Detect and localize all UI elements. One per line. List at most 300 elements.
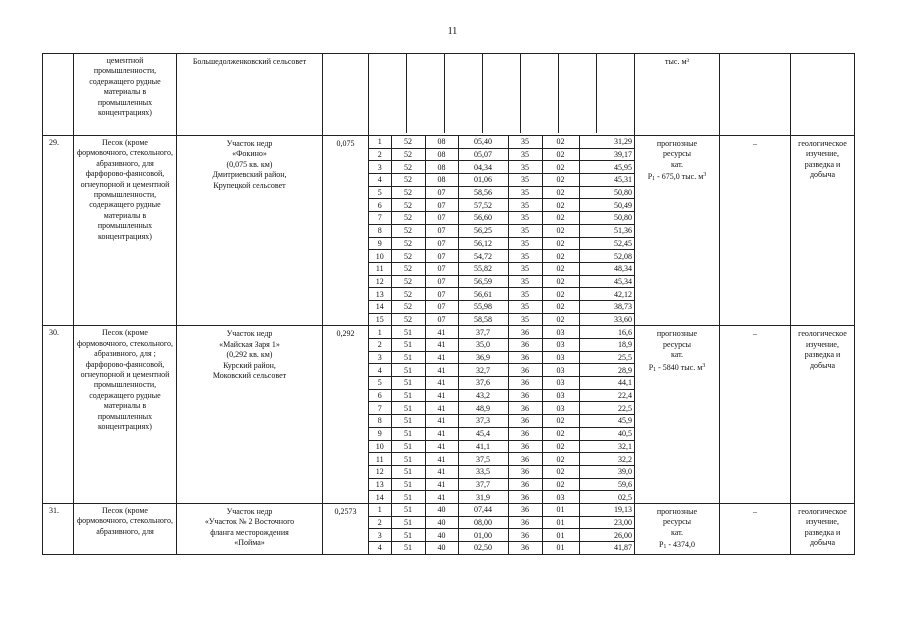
coordinate-cell: 03 [542, 491, 579, 503]
resources-line: прогнозные [656, 506, 698, 516]
coordinate-cell: 51 [391, 542, 425, 554]
coordinate-cell: 36 [508, 402, 542, 415]
coordinate-cell: 51 [391, 364, 425, 377]
coordinate-cell: 36,9 [458, 351, 508, 364]
coordinate-cell: 4 [369, 364, 391, 377]
coordinate-cell: 37,7 [458, 326, 508, 338]
coordinate-cell: 52 [391, 174, 425, 187]
coordinate-row [369, 339, 635, 352]
coordinate-cell: 51 [391, 389, 425, 402]
unit-superscript: 3 [702, 362, 706, 369]
coordinate-row [369, 478, 635, 491]
coordinate-cell: 51 [391, 339, 425, 352]
coordinate-cell: 07 [425, 186, 458, 199]
coordinate-cell: 41 [425, 415, 458, 428]
coordinate-cell: 35 [508, 148, 542, 161]
coordinate-cell: 48,34 [579, 262, 635, 275]
coordinate-cell: 19,13 [579, 504, 635, 516]
coordinate-row [369, 516, 635, 529]
coordinate-cell: 9 [369, 427, 391, 440]
coordinate-cell: 10 [369, 440, 391, 453]
area-cell [323, 54, 369, 136]
coordinate-cell: 32,1 [579, 440, 635, 453]
coordinate-cell: 56,60 [458, 212, 508, 225]
coordinate-cell: 07 [425, 237, 458, 250]
coordinate-row [369, 161, 635, 174]
area-cell: 0,2573 [323, 503, 369, 554]
coordinate-cell: 40 [425, 542, 458, 554]
coordinate-cell: 57,52 [458, 199, 508, 212]
coordinate-cell: 51 [391, 440, 425, 453]
coordinate-cell: 51 [391, 465, 425, 478]
coordinate-cell: 32,2 [579, 453, 635, 466]
coordinate-cell: 02 [542, 199, 579, 212]
coordinate-cell: 36 [508, 415, 542, 428]
coordinate-cell: 35 [508, 288, 542, 301]
area-cell: 0,292 [323, 326, 369, 504]
coordinate-cell: 51 [391, 427, 425, 440]
coordinate-cell: 52 [391, 186, 425, 199]
coordinate-cell: 02 [542, 415, 579, 428]
row-number-cell: 31. [43, 503, 74, 554]
coordinate-cell: 36 [508, 491, 542, 503]
coordinate-cell: 37,7 [458, 478, 508, 491]
coordinate-cell: 05,40 [458, 136, 508, 148]
coordinate-row [369, 491, 635, 503]
coordinate-cell: 02 [542, 300, 579, 313]
coordinate-row [369, 351, 635, 364]
coordinate-cell: 36 [508, 529, 542, 542]
coordinate-cell: 7 [369, 212, 391, 225]
coordinate-row [369, 136, 635, 148]
resources-cell [635, 136, 720, 326]
location-line: «Фокино» [232, 149, 267, 159]
coordinate-cell: 51 [391, 504, 425, 516]
coordinate-cell: 36 [508, 453, 542, 466]
location-line: (0,075 кв. км) [226, 159, 273, 169]
coordinate-cell: 14 [369, 491, 391, 503]
coordinate-cell: 07 [425, 224, 458, 237]
coordinate-cell: 2 [369, 516, 391, 529]
coordinate-cell: 41 [425, 453, 458, 466]
coordinate-cell: 55,82 [458, 262, 508, 275]
coordinate-cell: 12 [369, 275, 391, 288]
coordinate-cell: 52 [391, 199, 425, 212]
coordinate-cell: 52 [391, 161, 425, 174]
coordinate-row [369, 326, 635, 338]
coordinate-cell: 01,00 [458, 529, 508, 542]
coordinate-cell: 9 [369, 237, 391, 250]
location-line: Участок недр [226, 506, 273, 516]
coordinate-cell: 03 [542, 326, 579, 338]
coordinate-cell: 07 [425, 300, 458, 313]
coordinate-cell: 02 [542, 237, 579, 250]
coordinate-cell: 41 [425, 364, 458, 377]
coordinate-cell: 48,9 [458, 402, 508, 415]
coordinate-cell: 36 [508, 339, 542, 352]
coordinate-cell: 08 [425, 174, 458, 187]
coordinate-cell: 52 [391, 136, 425, 148]
coordinate-cell: 40 [425, 504, 458, 516]
resources-line: кат. [670, 527, 683, 537]
location-line: (0,292 кв. км) [226, 350, 273, 360]
coordinate-cell: 02 [542, 212, 579, 225]
coordinate-cell: 18,9 [579, 339, 635, 352]
coords-cell [369, 136, 635, 326]
coordinate-cell: 35 [508, 313, 542, 325]
resources-line: ресурсы [662, 339, 692, 349]
resources-line: кат. [670, 350, 683, 360]
coordinate-cell: 02 [542, 427, 579, 440]
coordinate-cell: 35 [508, 224, 542, 237]
coordinate-cell: 13 [369, 478, 391, 491]
coordinate-cell: 07 [425, 212, 458, 225]
row-number-cell: 30. [43, 326, 74, 504]
coordinate-cell: 52 [391, 212, 425, 225]
coordinate-row [369, 199, 635, 212]
coordinate-row [369, 415, 635, 428]
coordinate-cell: 52 [391, 275, 425, 288]
location-line: «Пойма» [234, 538, 265, 548]
row-number-cell: 29. [43, 136, 74, 326]
coordinate-cell: 36 [508, 427, 542, 440]
location-line: «Майская Заря 1» [219, 339, 280, 349]
coords-cell [369, 326, 635, 504]
coordinate-cell: 16,6 [579, 326, 635, 338]
coordinate-cell: 50,80 [579, 212, 635, 225]
coordinate-cell: 51,36 [579, 224, 635, 237]
coordinate-cell: 4 [369, 174, 391, 187]
coordinate-cell: 3 [369, 161, 391, 174]
coordinate-cell: 41 [425, 377, 458, 390]
coordinate-cell: 35 [508, 136, 542, 148]
coordinate-cell: 40 [425, 516, 458, 529]
coordinate-cell: 41 [425, 326, 458, 338]
coordinate-cell: 1 [369, 136, 391, 148]
location-line: Крупецкой сельсовет [213, 180, 286, 190]
coordinate-cell: 36 [508, 516, 542, 529]
category-subscript: 1 [652, 176, 656, 183]
resources-value: - 675,0 тыс. м [655, 172, 704, 182]
coordinate-cell: 26,00 [579, 529, 635, 542]
coordinate-row [369, 148, 635, 161]
coordinate-cell: 39,0 [579, 465, 635, 478]
coordinate-cell: 01 [542, 542, 579, 554]
coordinate-cell: 51 [391, 402, 425, 415]
coordinate-cell: 41 [425, 491, 458, 503]
coordinate-row [369, 237, 635, 250]
coordinate-cell: 03 [542, 364, 579, 377]
coordinate-cell: 5 [369, 186, 391, 199]
coordinate-row [369, 389, 635, 402]
coordinate-row [369, 262, 635, 275]
coordinate-cell: 4 [369, 542, 391, 554]
coordinate-cell: 41 [425, 427, 458, 440]
coordinate-cell: 35 [508, 212, 542, 225]
coordinate-cell: 1 [369, 504, 391, 516]
use-cell: геологическое изучение, разведка и добыча [791, 503, 855, 554]
coordinate-cell: 02 [542, 174, 579, 187]
coordinate-cell: 52 [391, 237, 425, 250]
coordinate-cell: 36 [508, 389, 542, 402]
coordinate-cell: 35 [508, 300, 542, 313]
coordinate-cell: 11 [369, 262, 391, 275]
coordinate-cell: 52 [391, 313, 425, 325]
coordinates-table [369, 136, 635, 325]
coordinate-cell: 08 [425, 148, 458, 161]
coordinate-row [369, 288, 635, 301]
coordinate-cell: 35 [508, 174, 542, 187]
coordinate-cell: 56,25 [458, 224, 508, 237]
coordinate-cell: 02 [542, 313, 579, 325]
coordinate-cell: 58,56 [458, 186, 508, 199]
coordinate-cell: 35 [508, 250, 542, 263]
coordinate-cell: 41 [425, 440, 458, 453]
table-row [43, 503, 855, 554]
coordinate-cell: 52 [391, 288, 425, 301]
deposits-table [42, 53, 855, 555]
coordinate-row [369, 300, 635, 313]
coordinate-cell: 52,08 [579, 250, 635, 263]
area-cell: 0,075 [323, 136, 369, 326]
coordinate-cell: 36 [508, 542, 542, 554]
coordinate-cell: 45,9 [579, 415, 635, 428]
coordinate-cell: 6 [369, 389, 391, 402]
coordinates-table [369, 326, 635, 503]
coordinate-cell: 42,12 [579, 288, 635, 301]
mineral-cell: Песок (кроме формовочного, стекольного, абразивного, для [74, 503, 177, 554]
coordinate-cell: 14 [369, 300, 391, 313]
coordinate-cell: 15 [369, 313, 391, 325]
location-line: Участок недр [226, 329, 273, 339]
coordinate-cell: 41,87 [579, 542, 635, 554]
coordinate-cell: 36 [508, 465, 542, 478]
coordinate-cell: 11 [369, 453, 391, 466]
coordinate-row [369, 377, 635, 390]
resources-cell: тыс. м³ [635, 54, 720, 136]
coordinate-cell: 54,72 [458, 250, 508, 263]
coordinate-cell: 51 [391, 516, 425, 529]
category-subscript: 1 [653, 366, 657, 373]
coordinate-cell: 13 [369, 288, 391, 301]
continuation-row [43, 54, 855, 136]
coordinate-cell: 52 [391, 250, 425, 263]
coordinate-cell: 2 [369, 148, 391, 161]
coordinate-row [369, 174, 635, 187]
coordinate-cell: 51 [391, 351, 425, 364]
coordinate-cell: 52 [391, 148, 425, 161]
location-cell [177, 503, 323, 554]
coordinate-cell: 02 [542, 136, 579, 148]
coordinate-cell: 07,44 [458, 504, 508, 516]
coordinate-row [369, 275, 635, 288]
resources-line: кат. [670, 159, 683, 169]
coordinate-cell: 52 [391, 262, 425, 275]
coordinate-cell: 2 [369, 339, 391, 352]
coordinate-cell: 07 [425, 275, 458, 288]
coordinate-cell: 37,3 [458, 415, 508, 428]
resources-category-line [637, 538, 717, 552]
resources-value: - 4374,0 [666, 540, 696, 550]
table-row [43, 136, 855, 326]
coordinate-cell: 08 [425, 136, 458, 148]
location-line: Участок недр [226, 139, 273, 148]
coordinate-cell: 52 [391, 224, 425, 237]
coordinate-cell: 51 [391, 415, 425, 428]
coordinate-cell: 51 [391, 491, 425, 503]
coordinate-cell: 02 [542, 186, 579, 199]
coordinate-cell: 35 [508, 275, 542, 288]
coordinate-cell: 07 [425, 288, 458, 301]
coordinate-cell: 39,17 [579, 148, 635, 161]
coordinate-row [369, 402, 635, 415]
coordinate-cell: 31,29 [579, 136, 635, 148]
location-cell: Большедолженковский сельсовет [177, 54, 323, 136]
resources-line: прогнозные [656, 329, 698, 339]
category-subscript: 1 [663, 544, 667, 551]
coordinate-cell: 58,58 [458, 313, 508, 325]
coordinate-cell: 44,1 [579, 377, 635, 390]
coordinate-cell: 36 [508, 377, 542, 390]
coordinate-cell: 01 [542, 529, 579, 542]
coordinate-cell: 41 [425, 478, 458, 491]
coordinate-cell: 35 [508, 161, 542, 174]
coordinate-cell: 33,5 [458, 465, 508, 478]
unit-superscript: 3 [703, 172, 707, 179]
coordinate-cell: 33,60 [579, 313, 635, 325]
location-line: Моковский сельсовет [212, 370, 287, 380]
coordinate-cell: 41,1 [458, 440, 508, 453]
coordinate-cell: 7 [369, 402, 391, 415]
coordinate-cell: 02 [542, 224, 579, 237]
coordinate-cell: 41 [425, 465, 458, 478]
coordinate-cell: 02 [542, 440, 579, 453]
coordinate-cell: 51 [391, 377, 425, 390]
coordinate-cell: 41 [425, 339, 458, 352]
coordinate-row [369, 364, 635, 377]
coordinate-cell: 12 [369, 465, 391, 478]
coordinate-cell: 02 [542, 161, 579, 174]
resources-line: ресурсы [662, 517, 692, 527]
coordinate-cell: 03 [542, 351, 579, 364]
coordinate-cell: 08,00 [458, 516, 508, 529]
coordinate-cell: 45,34 [579, 275, 635, 288]
coordinate-cell: 23,00 [579, 516, 635, 529]
coordinate-row [369, 224, 635, 237]
coordinate-cell: 28,9 [579, 364, 635, 377]
category-letter: P [658, 540, 664, 550]
coordinate-cell: 01 [542, 516, 579, 529]
coordinate-row [369, 313, 635, 325]
dash-cell [720, 54, 791, 136]
coordinate-cell: 41 [425, 351, 458, 364]
coordinate-cell: 3 [369, 529, 391, 542]
coordinate-cell: 35 [508, 262, 542, 275]
coordinate-cell: 02 [542, 262, 579, 275]
location-cell [177, 136, 323, 326]
coordinate-cell: 50,80 [579, 186, 635, 199]
coordinate-row [369, 440, 635, 453]
coordinate-cell: 10 [369, 250, 391, 263]
coordinate-cell: 02 [542, 288, 579, 301]
coordinate-cell: 31,9 [458, 491, 508, 503]
coordinate-cell: 03 [542, 389, 579, 402]
coordinate-cell: 01,06 [458, 174, 508, 187]
coordinate-cell: 41 [425, 402, 458, 415]
page-number: 11 [447, 26, 458, 37]
resources-line: ресурсы [662, 149, 692, 159]
dash-cell: – [720, 503, 791, 554]
coordinate-cell: 3 [369, 351, 391, 364]
coordinate-cell: 45,4 [458, 427, 508, 440]
location-line: Дмитриевский район, [212, 170, 287, 180]
mineral-cell: цементной промышленности, содержащего рудные материалы в промышленных концентрациях) [74, 54, 177, 136]
coordinate-cell: 6 [369, 199, 391, 212]
coordinate-cell: 40,5 [579, 427, 635, 440]
coordinate-cell: 56,59 [458, 275, 508, 288]
coordinate-cell: 22,4 [579, 389, 635, 402]
coordinate-cell: 35 [508, 186, 542, 199]
use-cell: геологическое изучение, разведка и добыча [791, 326, 855, 504]
coordinate-cell: 55,98 [458, 300, 508, 313]
resources-line: прогнозные [656, 139, 698, 148]
coordinate-cell: 45,95 [579, 161, 635, 174]
coordinate-cell: 37,5 [458, 453, 508, 466]
coordinate-cell: 07 [425, 262, 458, 275]
coordinate-cell: 36 [508, 326, 542, 338]
coords-cell [369, 54, 635, 136]
category-letter: P [647, 172, 653, 182]
use-cell: геологическое изучение, разведка и добыча [791, 136, 855, 326]
coordinate-cell: 36 [508, 364, 542, 377]
coordinate-cell: 5 [369, 377, 391, 390]
resources-category-line [637, 170, 717, 184]
coordinate-cell: 22,5 [579, 402, 635, 415]
coordinate-row [369, 427, 635, 440]
coordinate-row [369, 453, 635, 466]
coordinate-cell: 36 [508, 478, 542, 491]
coordinate-cell: 04,34 [458, 161, 508, 174]
coordinate-cell: 07 [425, 313, 458, 325]
coordinate-cell: 01 [542, 504, 579, 516]
coordinate-cell: 56,12 [458, 237, 508, 250]
coordinate-row [369, 529, 635, 542]
coordinate-cell: 35,0 [458, 339, 508, 352]
coordinate-cell: 02 [542, 148, 579, 161]
dash-cell: – [720, 136, 791, 326]
dash-cell: – [720, 326, 791, 504]
coordinate-cell: 56,61 [458, 288, 508, 301]
coordinate-cell: 02,50 [458, 542, 508, 554]
coordinate-cell: 37,6 [458, 377, 508, 390]
coordinate-cell: 02 [542, 465, 579, 478]
coordinate-cell: 02 [542, 250, 579, 263]
coordinate-cell: 51 [391, 529, 425, 542]
mineral-cell: Песок (кроме формовочного, стекольного, абразивного, для фарфорово-фаянсовой, огнеупорной и цементной промышленности, содержащего рудные материалы в промышленных концентрациях) [74, 136, 177, 326]
coordinate-cell: 02 [542, 275, 579, 288]
coordinate-cell: 52,45 [579, 237, 635, 250]
location-line: Курский район, [223, 360, 276, 370]
location-line: «Участок № 2 Восточного [204, 517, 295, 527]
coordinate-cell: 35 [508, 199, 542, 212]
coordinate-cell: 59,6 [579, 478, 635, 491]
coords-cell [369, 503, 635, 554]
coordinate-cell: 50,49 [579, 199, 635, 212]
resources-cell [635, 326, 720, 504]
coordinate-cell: 52 [391, 300, 425, 313]
coordinate-cell: 40 [425, 529, 458, 542]
coordinate-row [369, 465, 635, 478]
